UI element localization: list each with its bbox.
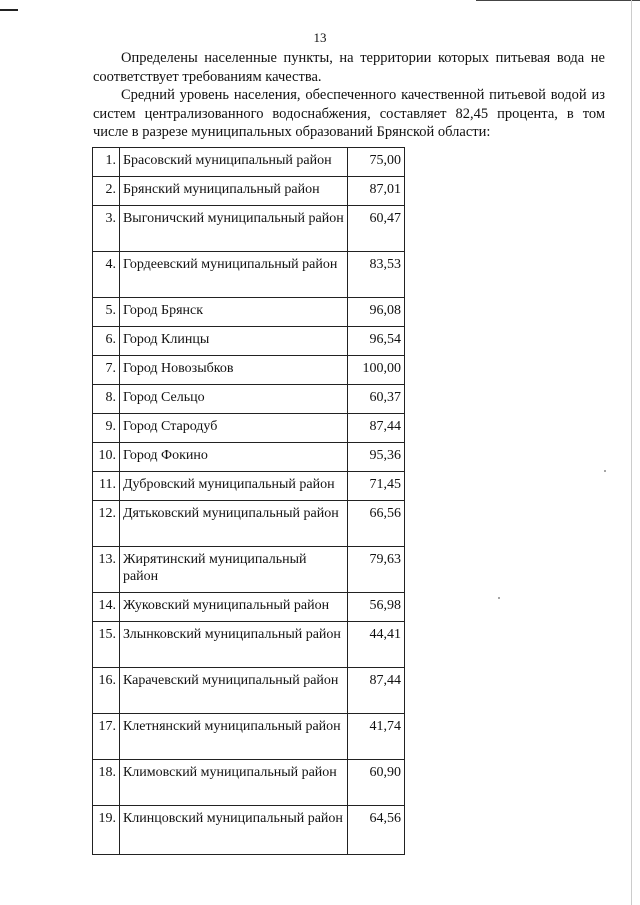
table-row (93, 298, 405, 327)
district-name: Жуковский муниципальный район (119, 593, 347, 622)
row-number: 17. (93, 714, 120, 760)
table-row (93, 252, 405, 298)
row-number: 7. (93, 356, 120, 385)
row-number: 2. (93, 177, 120, 206)
page-number: 13 (313, 30, 327, 45)
scan-edge-line-right (631, 0, 632, 905)
percent-value: 87,01 (348, 177, 405, 206)
percent-value: 96,08 (348, 298, 405, 327)
percent-value: 41,74 (348, 714, 405, 760)
table-row (93, 206, 405, 252)
row-number: 3. (93, 206, 120, 252)
district-name: Брасовский муниципальный район (119, 148, 347, 177)
row-number: 14. (93, 593, 120, 622)
table-row (93, 177, 405, 206)
water-quality-table (92, 147, 405, 855)
district-name: Город Сельцо (119, 385, 347, 414)
district-name: Город Новозыбков (119, 356, 347, 385)
percent-value: 95,36 (348, 443, 405, 472)
district-name: Гордеевский муниципальный район (119, 252, 347, 298)
row-number: 9. (93, 414, 120, 443)
row-number: 11. (93, 472, 120, 501)
table-row (93, 547, 405, 593)
row-number: 18. (93, 760, 120, 806)
percent-value: 60,47 (348, 206, 405, 252)
scan-speck (604, 470, 606, 472)
intro-paragraph: Определены населенные пункты, на территории которых питьевая вода не соответствует требованиям качества. (93, 50, 605, 85)
row-number: 4. (93, 252, 120, 298)
district-name: Город Брянск (119, 298, 347, 327)
percent-value: 79,63 (348, 547, 405, 593)
table-row (93, 622, 405, 668)
percent-value: 96,54 (348, 327, 405, 356)
percent-value: 66,56 (348, 501, 405, 547)
row-number: 13. (93, 547, 120, 593)
row-number: 10. (93, 443, 120, 472)
row-number: 8. (93, 385, 120, 414)
percent-value: 87,44 (348, 414, 405, 443)
district-name: Клинцовский муниципальный район (119, 806, 347, 855)
table-row (93, 760, 405, 806)
row-number: 6. (93, 327, 120, 356)
district-name: Дятьковский муниципальный район (119, 501, 347, 547)
percent-value: 60,37 (348, 385, 405, 414)
row-number: 16. (93, 668, 120, 714)
row-number: 1. (93, 148, 120, 177)
percent-value: 87,44 (348, 668, 405, 714)
percent-value: 100,00 (348, 356, 405, 385)
table-row (93, 443, 405, 472)
district-name: Клетнянский муниципальный район (119, 714, 347, 760)
district-name: Выгоничский муниципальный район (119, 206, 347, 252)
percent-value: 83,53 (348, 252, 405, 298)
row-number: 5. (93, 298, 120, 327)
table-row (93, 806, 405, 855)
table-row (93, 414, 405, 443)
table-row (93, 356, 405, 385)
table-row (93, 668, 405, 714)
row-number: 19. (93, 806, 120, 855)
percent-value: 60,90 (348, 760, 405, 806)
district-name: Злынковский муниципальный район (119, 622, 347, 668)
table-row (93, 148, 405, 177)
row-number: 12. (93, 501, 120, 547)
percent-value: 75,00 (348, 148, 405, 177)
table-row (93, 714, 405, 760)
table-row (93, 593, 405, 622)
scan-speck (498, 597, 500, 599)
table-row (93, 501, 405, 547)
percent-value: 56,98 (348, 593, 405, 622)
district-name: Город Фокино (119, 443, 347, 472)
row-number: 15. (93, 622, 120, 668)
scan-edge-line-top (476, 0, 640, 1)
scan-edge-mark (0, 9, 18, 11)
district-name: Город Стародуб (119, 414, 347, 443)
district-name: Жирятинский муниципальный район (119, 547, 347, 593)
district-name: Брянский муниципальный район (119, 177, 347, 206)
district-name: Дубровский муниципальный район (119, 472, 347, 501)
district-name: Город Клинцы (119, 327, 347, 356)
district-name: Карачевский муниципальный район (119, 668, 347, 714)
district-name: Климовский муниципальный район (119, 760, 347, 806)
percent-value: 71,45 (348, 472, 405, 501)
summary-paragraph: Средний уровень населения, обеспеченного качественной питьевой водой из систем централизованного водоснабжения, составляет 82,45 процента, в том числе в разрезе муниципальных образований Брянской области: (93, 87, 605, 140)
percent-value: 44,41 (348, 622, 405, 668)
percent-value: 64,56 (348, 806, 405, 855)
table-row (93, 472, 405, 501)
table-row (93, 327, 405, 356)
table-row (93, 385, 405, 414)
